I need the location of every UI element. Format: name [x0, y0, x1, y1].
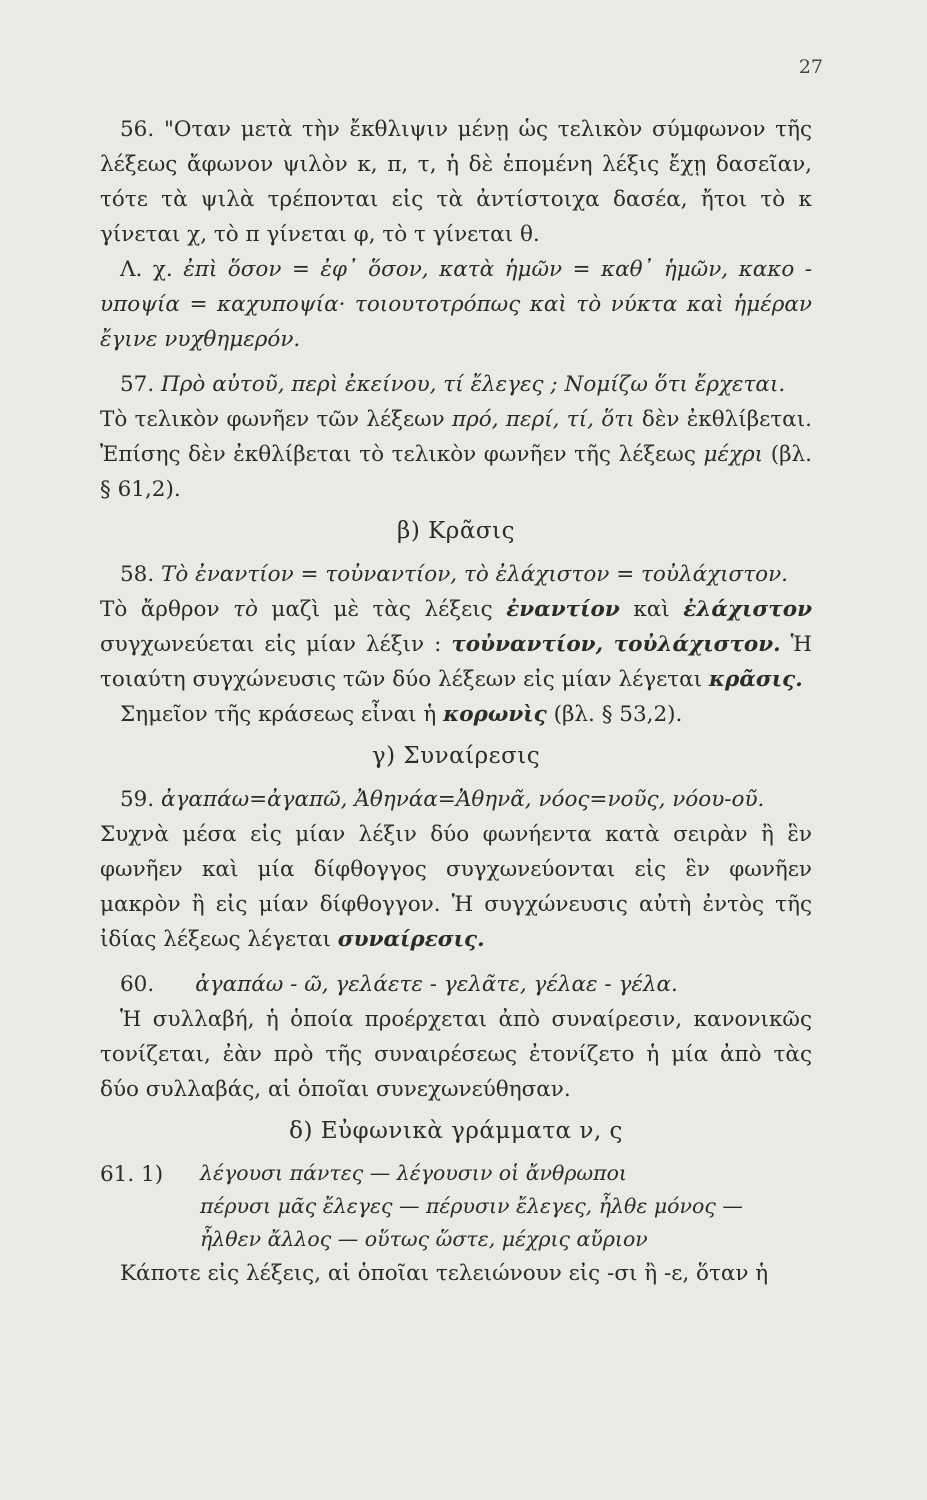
section-56-text: 56. "Οταν μετὰ τὴν ἔκθλιψιν μένῃ ὡς τελικὸν σύμφωνον τῆς λέξεως ἄφωνον ψιλὸν κ, π, τ, ἡ δὲ ἑπομένη λέξις ἔχῃ δασεῖαν, τότε τὰ ψιλὰ τρέπονται εἰς τὰ ἀντίστοιχα δασέα, ἤτοι τὸ κ γίνεται χ, τὸ π γίνεται φ, τὸ τ γίνεται θ.: [100, 117, 812, 247]
section-59-text: Συχνὰ μέσα εἰς μίαν λέξιν δύο φωνήεντα κατὰ σειρὰν ἢ ἓν φωνῆεν καὶ μία δίφθογγος συγχωνεύονται εἰς ἓν φωνῆεν μακρὸν ἢ εἰς μίαν δίφθογγον. Ἡ συγχώνευσις αὐτὴ ἐντὸς τῆς ἰδίας λέξεως λέγεται συναίρεσις.: [100, 822, 812, 952]
section-58-sign: Σημεῖον τῆς κράσεως εἶναι ἡ κορωνὶς (βλ. § 53,2).: [120, 702, 683, 727]
section-56-example: Λ. χ. ἐπὶ ὅσον = ἐφ᾿ ὅσον, κατὰ ἡμῶν = καθ᾿ ἡμῶν, κακο - υποψία = καχυποψία· τοιουτοτρόπως καὶ τὸ νύκτα καὶ ἡμέραν ἔγινε νυχθημερόν.: [100, 257, 812, 352]
section-61-example-lines: [200, 1157, 743, 1256]
page-content: [100, 112, 812, 1291]
section-57-number: 57.: [120, 372, 155, 397]
section-61-example-line: ἦλθεν ἄλλος — οὕτως ὥστε, μέχρις αὔριον: [200, 1227, 648, 1251]
section-57-example: 57. Πρὸ αὐτοῦ, περὶ ἐκείνου, τί ἔλεγες ; Νομίζω ὅτι ἔρχεται.: [120, 372, 786, 397]
section-58-example: 58. Τὸ ἐναντίον = τοὐναντίον, τὸ ἐλάχιστον = τοὐλάχιστον.: [120, 562, 788, 587]
section-61-number: 61. 1): [100, 1162, 164, 1187]
section-60-text: Ἡ συλλαβή, ἡ ὁποία προέρχεται ἀπὸ συναίρεσιν, κανονικῶς τονίζεται, ἐὰν πρὸ τῆς συναιρέσεως ἐτονίζετο ἡ μία ἀπὸ τὰς δύο συλλαβάς, αἱ ὁποῖαι συνεχωνεύθησαν.: [100, 1007, 812, 1102]
section-60-example: 60. ἀγαπάω - ῶ, γελάετε - γελᾶτε, γέλαε - γέλα.: [120, 972, 678, 997]
heading-euphonic-letters: δ) Εὐφωνικὰ γράμματα ν, ς: [289, 1118, 623, 1144]
heading-krasis: β) Κρᾶσις: [397, 518, 515, 544]
section-57-text: Τὸ τελικὸν φωνῆεν τῶν λέξεων πρό, περί, τί, ὅτι δὲν ἐκθλίβεται. Ἐπίσης δὲν ἐκθλίβεται τὸ τελικὸν φωνῆεν τῆς λέξεως μέχρι (βλ. § 61,2).: [100, 407, 812, 502]
section-59-number: 59.: [120, 787, 155, 812]
section-61-example-line: πέρυσι μᾶς ἔλεγες — πέρυσιν ἔλεγες, ἦλθε μόνος —: [200, 1194, 743, 1218]
section-58-number: 58.: [120, 562, 155, 587]
section-61-examples: [100, 1157, 812, 1256]
section-61-example-line: λέγουσι πάντες — λέγουσιν οἱ ἄνθρωποι: [200, 1161, 627, 1185]
page-number: 27: [798, 56, 823, 78]
section-61-text: Κάποτε εἰς λέξεις, αἱ ὁποῖαι τελειώνουν εἰς -σι ἢ -ε, ὅταν ἡ: [120, 1261, 769, 1286]
section-58-text: Τὸ ἄρθρον τὸ μαζὶ μὲ τὰς λέξεις ἐναντίον καὶ ἐλάχιστον συγχωνεύεται εἰς μίαν λέξιν : τοὐναντίον, τοὐλάχιστον. Ἡ τοιαύτη συγχώνευσις τῶν δύο λέξεων εἰς μίαν λέγεται κρᾶσις.: [100, 597, 813, 692]
section-56-number: 56.: [120, 117, 155, 142]
heading-synairesis: γ) Συναίρεσις: [371, 743, 541, 769]
section-60-number: 60.: [120, 972, 155, 997]
section-59-example: 59. ἀγαπάω=ἀγαπῶ, Ἀθηνάα=Ἀθηνᾶ, νόος=νοῦς, νόου-οῦ.: [120, 787, 765, 812]
